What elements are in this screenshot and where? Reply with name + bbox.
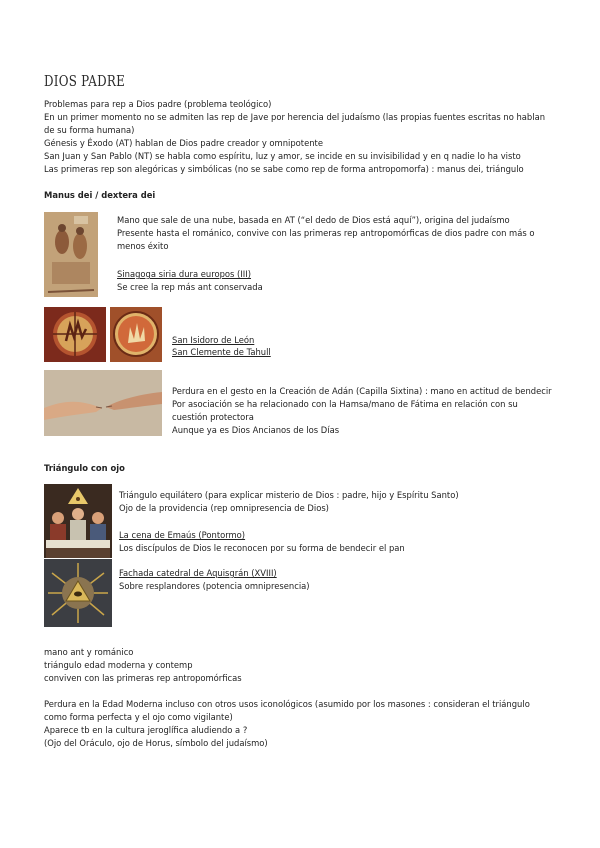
manus-text-adan-4: Aunque ya es Dios Ancianos de los Días	[172, 425, 340, 435]
san-isidoro-image	[44, 307, 106, 362]
intro-line-1: Problemas para rep a Dios padre (problema teológico)	[44, 99, 272, 109]
manus-text-adan-3: cuestión protectora	[172, 412, 254, 422]
link-dura-europos[interactable]: Sinagoga siria dura europos (III)	[117, 269, 252, 279]
dura-europos-fresco-image	[44, 212, 98, 297]
cena-de-emaus-image	[44, 484, 112, 558]
manus-text-dura: Se cree la rep más ant conservada	[117, 282, 263, 292]
intro-line-3: de su forma humana)	[44, 125, 135, 135]
page-title: DIOS PADRE	[44, 74, 126, 90]
intro-line-4: Génesis y Éxodo (AT) hablan de Dios padre creador y omnipotente	[44, 138, 323, 148]
san-clemente-image	[110, 307, 162, 362]
summary-line-1: mano ant y románico	[44, 647, 134, 657]
triangulo-text-2: Ojo de la providencia (rep omnipresencia de Dios)	[119, 503, 329, 513]
summary-line-3: conviven con las primeras rep antropomórficas	[44, 673, 242, 683]
section-heading-triangulo: Triángulo con ojo	[44, 463, 125, 473]
manus-text-1: Mano que sale de una nube, basada en AT (“el dedo de Dios está aquí”), origina del judaísmo	[117, 215, 510, 225]
summary-line-2: triángulo edad moderna y contemp	[44, 660, 193, 670]
manus-text-adan-1: Perdura en el gesto en la Creación de Adán (Capilla Sixtina) : mano en actitud de bendecir	[172, 386, 552, 396]
closing-line-1: Perdura en la Edad Moderna incluso con otros usos iconológicos (asumido por los masones : consideran el triángulo	[44, 699, 530, 709]
manus-text-2: Presente hasta el románico, convive con las primeras rep antropomórficas de dios padre con más o	[117, 228, 535, 238]
link-catedral-aquisgran[interactable]: Fachada catedral de Aquisgrán (XVIII)	[119, 568, 277, 578]
manus-text-3: menos éxito	[117, 241, 169, 251]
closing-line-4: (Ojo del Oráculo, ojo de Horus, símbolo del judaísmo)	[44, 738, 268, 748]
section-heading-manus-dei: Manus dei / dextera dei	[44, 190, 156, 200]
triangulo-text-aquisgran: Sobre resplandores (potencia omnipresencia)	[119, 581, 310, 591]
catedral-aquisgran-image	[44, 559, 112, 627]
closing-line-2: como forma perfecta y el ojo como vigilante)	[44, 712, 233, 722]
intro-line-5: San Juan y San Pablo (NT) se habla como espíritu, luz y amor, se incide en su invisibilidad y en q nadie lo ha visto	[44, 151, 521, 161]
intro-line-2: En un primer momento no se admiten las rep de Jave por herencia del judaísmo (las propias fuentes escritas no hablan	[44, 112, 546, 122]
creacion-de-adan-image	[44, 370, 162, 436]
triangulo-text-1: Triángulo equilátero (para explicar misterio de Dios : padre, hijo y Espíritu Santo)	[119, 490, 459, 500]
link-san-isidoro[interactable]: San Isidoro de León	[172, 335, 255, 345]
closing-line-3: Aparece tb en la cultura jeroglífica aludiendo a ?	[44, 725, 248, 735]
link-san-clemente[interactable]: San Clemente de Tahull	[172, 347, 271, 357]
triangulo-text-emaus: Los discípulos de Dios le reconocen por su forma de bendecir el pan	[119, 543, 405, 553]
intro-line-6: Las primeras rep son alegóricas y simbólicas (no se sabe como rep de forma antropomorfa) : manus dei, triángulo	[44, 164, 524, 174]
manus-text-adan-2: Por asociación se ha relacionado con la Hamsa/mano de Fátima en relación con su	[172, 399, 518, 409]
link-cena-de-emaus[interactable]: La cena de Emaús (Pontormo)	[119, 530, 246, 540]
